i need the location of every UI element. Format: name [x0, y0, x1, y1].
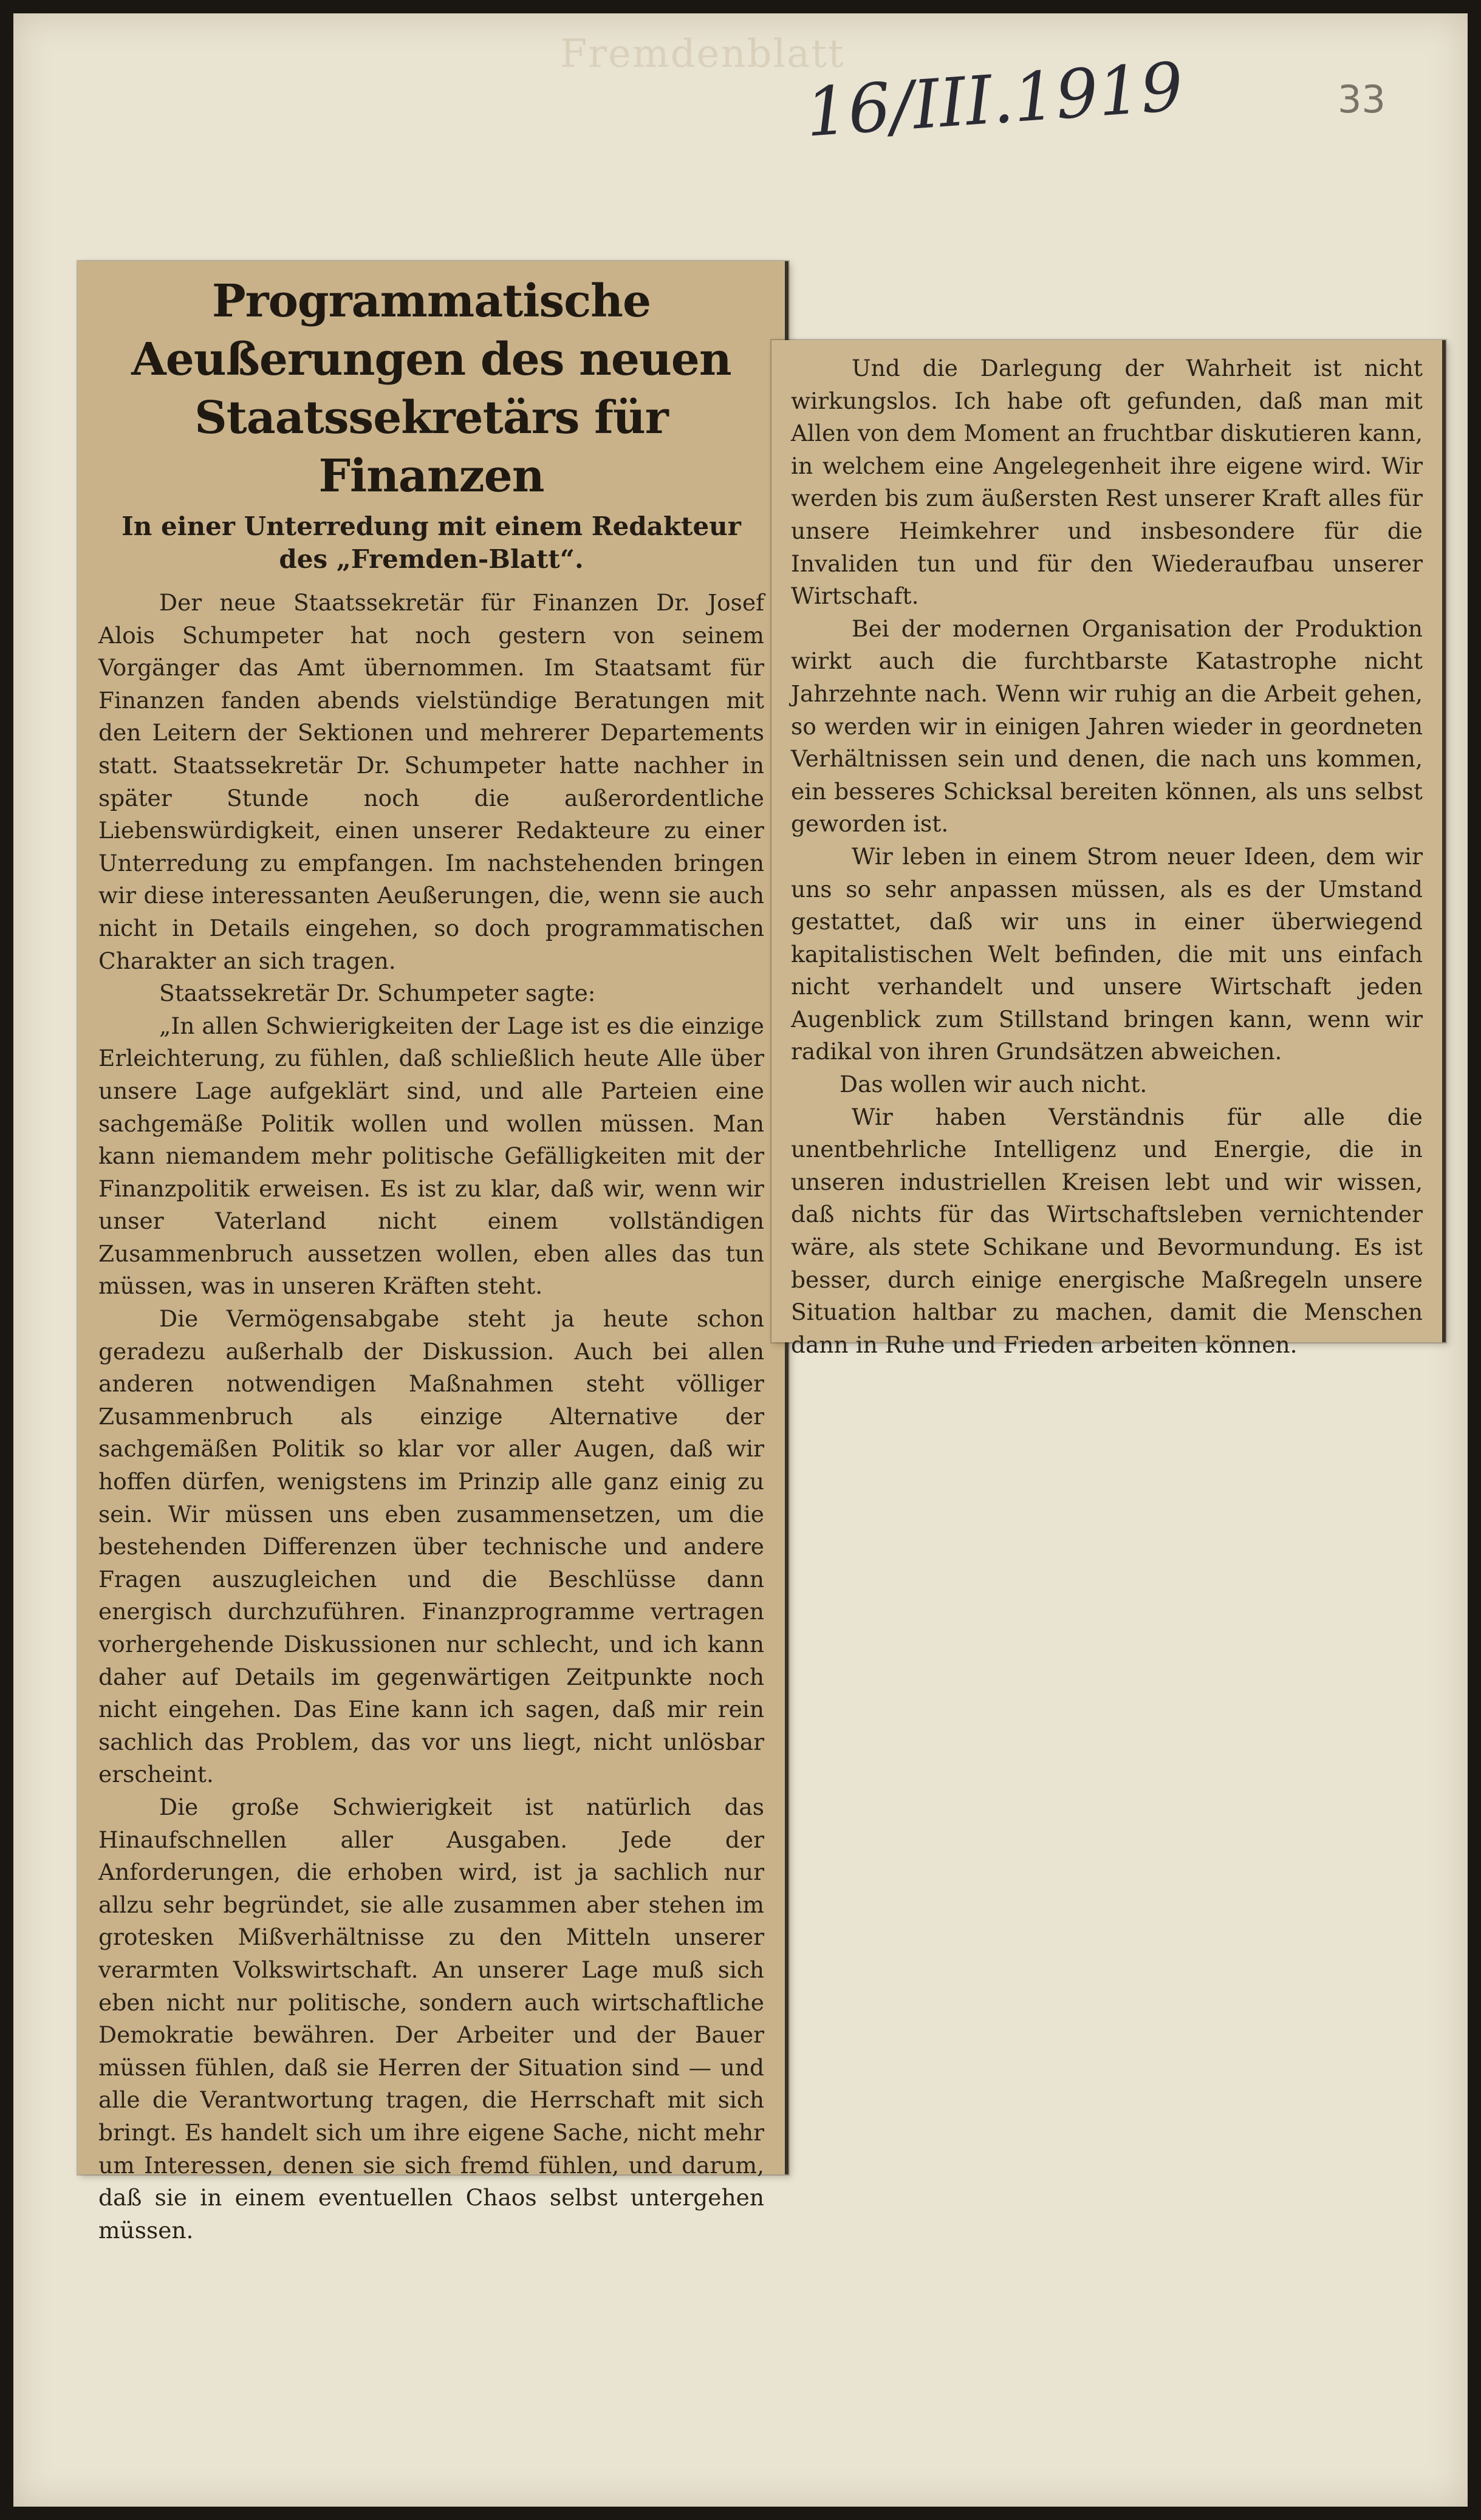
article-paragraph: Der neue Staatssekretär für Finanzen Dr. Josef Alois Schumpeter hat noch gestern von seinem Vorgänger das Amt übernommen. Im Staatsamt für Finanzen fanden abends vielstündige Beratungen mit den Leitern der Sektionen und mehrerer Departements statt. Staatssekretär Dr. Schumpeter hatte nachher in später Stunde noch die außerordentliche Liebenswürdigkeit, einen unserer Redakteure zu einer Unterredung zu empfangen. Im nachstehenden bringen wir diese interessanten Aeußerungen, die, wenn sie auch nicht in Details eingehen, so doch programmatischen Charakter an sich tragen. — [98, 589, 764, 974]
article-paragraph: Die Vermögensabgabe steht ja heute schon geradezu außerhalb der Diskussion. Auch bei allen anderen notwendigen Maßnahmen steht völliger Zusammenbruch als einzige Alternative der sachgemäßen Politik so klar vor aller Augen, daß wir hoffen dürfen, wenigstens im Prinzip alle ganz einig zu sein. Wir müssen uns eben zusammensetzen, um die bestehenden Differenzen über technische und andere Fragen auszugleichen und die Beschlüsse dann energisch durchzuführen. Finanzprogramme vertragen vorhergehende Diskussionen nur schlecht, und ich kann daher auf Details im gegenwärtigen Zeitpunkte noch nicht eingehen. Das Eine kann ich sagen, daß mir rein sachlich das Problem, das vor uns liegt, nicht unlösbar erscheint. — [98, 1305, 764, 1788]
article-paragraph: Das wollen wir auch nicht. — [840, 1071, 1148, 1098]
handwritten-date: 16/III.1919 — [803, 47, 1186, 152]
newspaper-clipping-right — [771, 340, 1446, 1358]
article-paragraph: Wir leben in einem Strom neuer Ideen, dem wir uns so sehr anpassen müssen, als es der Umstand gestattet, daß wir uns in einer überwiegend kapitalistischen Welt befinden, die mit uns einfach nicht verhandelt und unsere Wirtschaft jeden Augenblick zum Stillstand bringen kann, wenn wir radikal von ihren Grundsätzen abweichen. — [791, 842, 1423, 1065]
newspaper-clipping-left — [78, 261, 788, 2244]
faint-stamp-mark: Fremdenblatt — [560, 32, 845, 77]
article-paragraph: Wir haben Verständnis für alle die unentbehrliche Intelligenz und Energie, die in unseren industriellen Kreisen lebt und wir wissen, daß nichts für das Wirtschaftsleben vernichtender wäre, als stete Schikane und Bevormundung. Es ist besser, durch einige energische Maßregeln unsere Situation haltbar zu machen, damit die Menschen dann in Ruhe und Frieden arbeiten können. — [791, 1103, 1423, 1358]
article-paragraph: „In allen Schwierigkeiten der Lage ist es die einzige Erleichterung, zu fühlen, daß schließlich heute Alle über unsere Lage aufgeklärt sind, und alle Parteien eine sachgemäße Politik wollen und wollen müssen. Man kann niemandem mehr politische Gefälligkeiten mit der Finanzpolitik erweisen. Es ist zu klar, daß wir, wenn wir unser Vaterland nicht einem vollständigen Zusammenbruch aussetzen wollen, eben alles das tun müssen, was in unseren Kräften steht. — [98, 1012, 764, 1300]
article-paragraph: Und die Darlegung der Wahrheit ist nicht wirkungslos. Ich habe oft gefunden, daß man mit Allen von dem Moment an fruchtbar diskutieren kann, in welchem eine Angelegenheit ihre eigene wird. Wir werden bis zum äußersten Rest unserer Kraft alles für unsere Heimkehrer und insbesondere für die Invaliden tun und für den Wiederaufbau unserer Wirtschaft. — [791, 355, 1423, 610]
article-paragraph: Bei der modernen Organisation der Produktion wirkt auch die furchtbarste Katastrophe nicht Jahrzehnte nach. Wenn wir ruhig an die Arbeit gehen, so werden wir in einigen Jahren wieder in geordneten Verhältnissen sein und denen, die nach uns kommen, ein besseres Schicksal bereiten können, als uns selbst geworden ist. — [791, 615, 1423, 838]
page-number: 33 — [1338, 77, 1386, 121]
article-headline: Programmatische Aeußerungen des neuen Staatssekretärs für Finanzen — [131, 275, 731, 502]
article-paragraph: Staatssekretär Dr. Schumpeter sagte: — [159, 980, 596, 1007]
article-subheadline: In einer Unterredung mit einem Redakteur des „Fremden-Blatt“. — [121, 511, 741, 574]
article-paragraph: Die große Schwierigkeit ist natürlich das Hinaufschnellen aller Ausgaben. Jede der Anforderungen, die erhoben wird, ist ja sachlich nur allzu sehr begründet, sie alle zusammen aber stehen im grotesken Mißverhältnisse zu den Mitteln unserer verarmten Volkswirtschaft. An unserer Lage muß sich eben nicht nur politische, sondern auch wirtschaftliche Demokratie bewähren. Der Arbeiter und der Bauer müssen fühlen, daß sie Herren der Situation sind — und alle die Verantwortung tragen, die Herrschaft mit sich bringt. Es handelt sich um ihre eigene Sache, nicht mehr um Interessen, denen sie sich fremd fühlen, und darum, daß sie in einem eventuellen Chaos selbst untergehen müssen. — [98, 1793, 764, 2244]
